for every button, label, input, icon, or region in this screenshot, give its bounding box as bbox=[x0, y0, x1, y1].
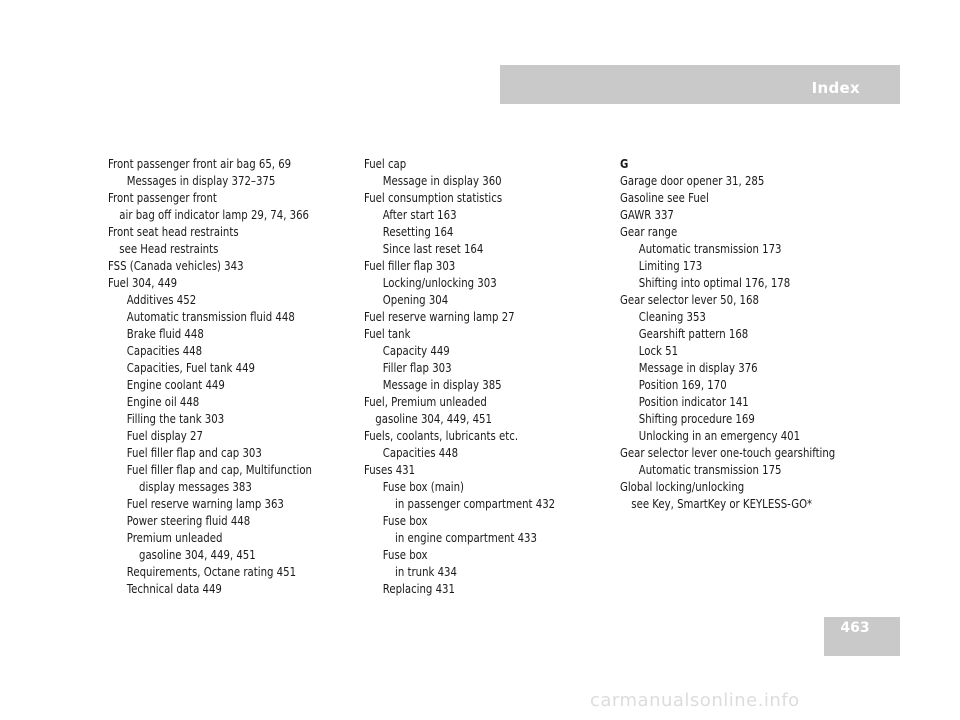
index-entry: Fuel reserve warning lamp 27 bbox=[364, 310, 515, 324]
index-entry: Engine coolant 449 bbox=[126, 378, 225, 392]
index-entry: Gear selector lever one-touch gearshifting bbox=[620, 446, 836, 460]
index-entry: Premium unleaded bbox=[126, 531, 223, 545]
index-entry: Filling the tank 303 bbox=[126, 412, 225, 426]
index-entry: Capacities 448 bbox=[382, 446, 459, 460]
index-entry: Fuse box (main) bbox=[382, 480, 465, 494]
index-entry: Shifting into optimal 176, 178 bbox=[638, 276, 791, 290]
index-entry: in trunk 434 bbox=[395, 565, 457, 579]
index-entry: Message in display 385 bbox=[382, 378, 502, 392]
index-entry: Fuel tank bbox=[364, 327, 411, 341]
index-entry: in passenger compartment 432 bbox=[395, 497, 556, 511]
index-column-2 bbox=[364, 156, 599, 598]
index-entry: Fuel cap bbox=[364, 157, 407, 171]
index-entry: Power steering fluid 448 bbox=[126, 514, 251, 528]
index-entry: Front passenger front air bag 65, 69 bbox=[108, 157, 292, 171]
index-entry: Garage door opener 31, 285 bbox=[620, 174, 765, 188]
index-entry: Fuel, Premium unleaded bbox=[364, 395, 487, 409]
index-entry: Message in display 376 bbox=[638, 361, 758, 375]
index-entry: Capacity 449 bbox=[382, 344, 450, 358]
index-entry: Position indicator 141 bbox=[638, 395, 749, 409]
index-entry: Brake fluid 448 bbox=[126, 327, 204, 341]
index-entry: air bag off indicator lamp 29, 74, 366 bbox=[119, 208, 310, 222]
index-entry: gasoline 304, 449, 451 bbox=[375, 412, 492, 426]
index-entry: Locking/unlocking 303 bbox=[382, 276, 497, 290]
index-entry: Automatic transmission 175 bbox=[638, 463, 782, 477]
index-entry: Gear range bbox=[620, 225, 678, 239]
index-entry: GAWR 337 bbox=[620, 208, 674, 222]
index-entry: Capacities, Fuel tank 449 bbox=[126, 361, 255, 375]
index-entry: After start 163 bbox=[382, 208, 457, 222]
index-entry: gasoline 304, 449, 451 bbox=[139, 548, 256, 562]
index-entry: Fuel filler flap 303 bbox=[364, 259, 456, 273]
index-entry: Global locking/unlocking bbox=[620, 480, 745, 494]
index-entry: Engine oil 448 bbox=[126, 395, 200, 409]
index-entry: Front passenger front bbox=[108, 191, 217, 205]
index-entry: Fuel 304, 449 bbox=[108, 276, 178, 290]
index-entry: Cleaning 353 bbox=[638, 310, 706, 324]
index-entry: Capacities 448 bbox=[126, 344, 203, 358]
index-column-3 bbox=[620, 156, 855, 513]
index-entry: Replacing 431 bbox=[382, 582, 455, 596]
index-entry: Front seat head restraints bbox=[108, 225, 239, 239]
index-entry: Fuels, coolants, lubricants etc. bbox=[364, 429, 519, 443]
index-entry: Fuel reserve warning lamp 363 bbox=[126, 497, 284, 511]
index-entry: Since last reset 164 bbox=[382, 242, 484, 256]
index-entry: Fuses 431 bbox=[364, 463, 416, 477]
index-entry: Fuel display 27 bbox=[126, 429, 203, 443]
index-entry: in engine compartment 433 bbox=[395, 531, 537, 545]
index-entry: Filler flap 303 bbox=[382, 361, 452, 375]
index-entry: Messages in display 372–375 bbox=[126, 174, 276, 188]
index-entry: Gear selector lever 50, 168 bbox=[620, 293, 759, 307]
index-entry: Fuel filler flap and cap 303 bbox=[126, 446, 262, 460]
index-entry: Requirements, Octane rating 451 bbox=[126, 565, 297, 579]
index-entry: Fuel filler flap and cap, Multifunction bbox=[126, 463, 312, 477]
index-entry: Position 169, 170 bbox=[638, 378, 727, 392]
index-entry: Gasoline see Fuel bbox=[620, 191, 709, 205]
page-number-box bbox=[824, 617, 900, 656]
index-entry: Fuse box bbox=[382, 548, 428, 562]
index-entry: Opening 304 bbox=[382, 293, 449, 307]
header-bar bbox=[500, 65, 900, 104]
index-letter-heading: G bbox=[620, 157, 629, 171]
page-title: Index bbox=[811, 79, 860, 97]
index-entry: Technical data 449 bbox=[126, 582, 222, 596]
index-entry: Gearshift pattern 168 bbox=[638, 327, 749, 341]
index-entry: Additives 452 bbox=[126, 293, 197, 307]
index-entry: see Key, SmartKey or KEYLESS-GO* bbox=[631, 497, 813, 511]
index-entry: see Head restraints bbox=[119, 242, 219, 256]
index-entry: Lock 51 bbox=[638, 344, 679, 358]
index-entry: display messages 383 bbox=[139, 480, 252, 494]
index-entry: Shifting procedure 169 bbox=[638, 412, 755, 426]
index-entry: Resetting 164 bbox=[382, 225, 454, 239]
page-number: 463 bbox=[840, 620, 870, 636]
index-entry: Automatic transmission fluid 448 bbox=[126, 310, 295, 324]
index-entry: Fuel consumption statistics bbox=[364, 191, 503, 205]
index-entry: Automatic transmission 173 bbox=[638, 242, 782, 256]
index-entry: Unlocking in an emergency 401 bbox=[638, 429, 801, 443]
index-entry: Fuse box bbox=[382, 514, 428, 528]
index-entry: Limiting 173 bbox=[638, 259, 703, 273]
watermark: carmanualsonline.info bbox=[590, 690, 800, 711]
index-entry: FSS (Canada vehicles) 343 bbox=[108, 259, 244, 273]
index-column-1 bbox=[108, 156, 343, 598]
index-entry: Message in display 360 bbox=[382, 174, 502, 188]
